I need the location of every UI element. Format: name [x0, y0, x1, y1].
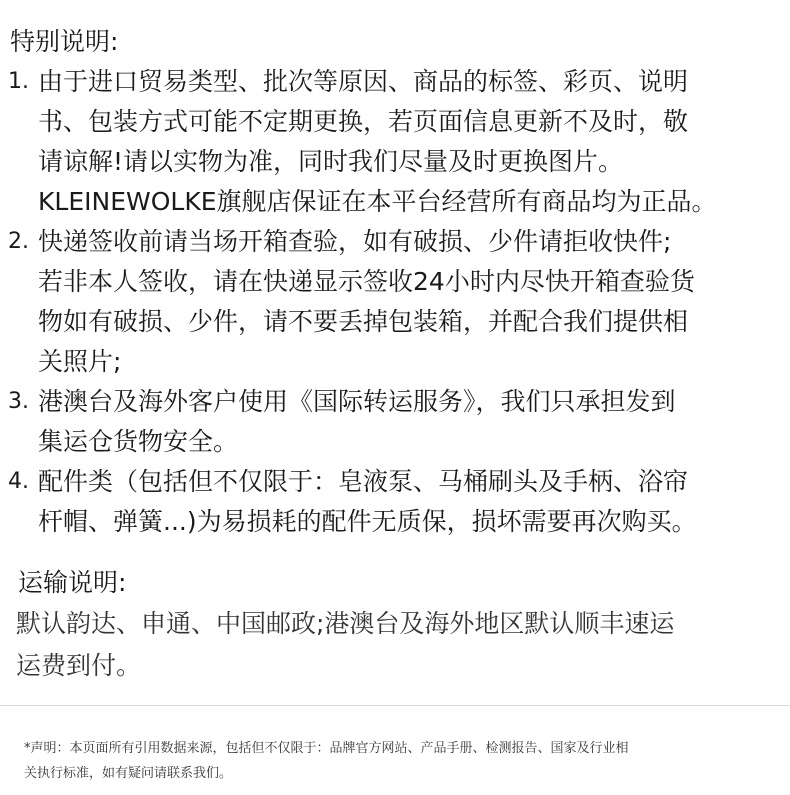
note-item-3: [8, 382, 783, 462]
note-line: 杆帽、弹簧...)为易损耗的配件无质保，损坏需要再次购买。: [38, 507, 697, 536]
shipping-line: 运费到付。: [16, 651, 142, 680]
note-text: [38, 462, 783, 542]
note-line: 配件类（包括但不仅限于：皂液泵、马桶刷头及手柄、浴帘: [38, 467, 689, 496]
note-text: [38, 62, 783, 222]
note-text: [38, 222, 783, 382]
note-number: 2.: [8, 229, 29, 254]
note-number: 3.: [8, 389, 29, 414]
note-line: 物如有破损、少件，请不要丢掉包装箱，并配合我们提供相: [38, 307, 689, 336]
disclaimer-line: *声明：本页面所有引用数据来源，包括但不仅限于：品牌官方网站、产品手册、检测报告、国家及行业相: [24, 741, 629, 756]
note-line: 港澳台及海外客户使用《国际转运服务》，我们只承担发到: [38, 387, 676, 416]
shipping-section: [16, 563, 781, 687]
note-item-2: [8, 222, 783, 382]
note-line: KLEINEWOLKE旗舰店保证在本平台经营所有商品均为正品。: [38, 187, 717, 216]
note-line: 集运仓货物安全。: [38, 427, 239, 456]
section-divider: [0, 705, 790, 706]
disclaimer-text: [24, 736, 774, 786]
note-number: 1.: [8, 69, 29, 94]
note-line: 若非本人签收，请在快递显示签收24小时内尽快开箱查验货: [38, 267, 695, 296]
note-line: 由于进口贸易类型、批次等原因、商品的标签、彩页、说明: [38, 67, 689, 96]
note-line: 书、包装方式可能不定期更换，若页面信息更新不及时，敬: [38, 107, 689, 136]
special-notes-section: [8, 22, 783, 542]
note-item-4: [8, 462, 783, 542]
shipping-text: [16, 603, 781, 687]
special-notes-title: 特别说明:: [10, 27, 119, 56]
note-line: 请谅解!请以实物为准，同时我们尽量及时更换图片。: [38, 147, 624, 176]
shipping-title: 运输说明:: [18, 568, 127, 597]
shipping-line: 默认韵达、申通、中国邮政;港澳台及海外地区默认顺丰速运: [16, 609, 675, 638]
note-text: [38, 382, 783, 462]
note-line: 快递签收前请当场开箱查验，如有破损、少件请拒收快件;: [38, 227, 672, 256]
disclaimer-line: 关执行标准，如有疑问请联系我们。: [24, 766, 233, 781]
note-item-1: [8, 62, 783, 222]
note-line: 关照片;: [38, 347, 122, 376]
note-number: 4.: [8, 469, 29, 494]
